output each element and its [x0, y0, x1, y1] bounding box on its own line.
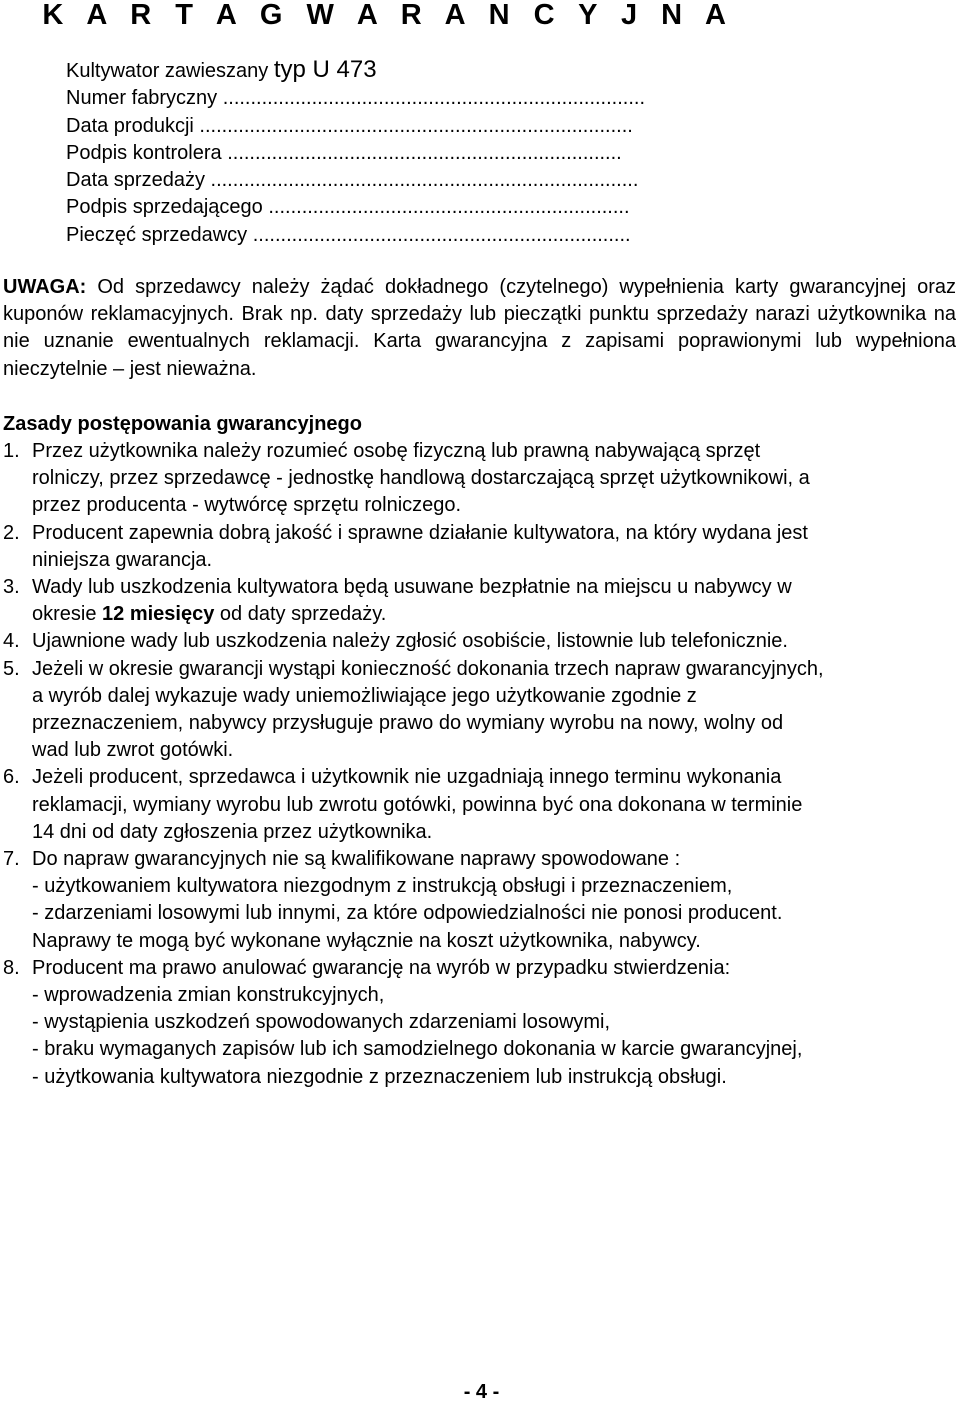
rule-number: 5.: [3, 657, 20, 680]
rule-line: przez producenta - wytwórcę sprzętu rolniczego.: [32, 494, 462, 517]
field-inspector-signature: Podpis kontrolera .......................................................................: [66, 141, 622, 164]
rule-item: [3, 628, 955, 655]
rule-item: [3, 438, 955, 520]
rule-line: - braku wymaganych zapisów lub ich samodzielnego dokonania w karcie gwarancyjnej,: [32, 1038, 803, 1061]
notice-text: Od sprzedawcy należy żądać dokładnego (czytelnego) wypełnienia karty gwarancyjnej oraz kuponów reklamacyjnych. Brak np. daty sprzedaży lub pieczątki punktu sprzedaży narazi użytkownika na nie uznanie ewentualnych reklamacji. Karta gwarancyjna z zapisami poprawionymi lub wypełniona nieczytelnie – jest nieważna.: [3, 276, 956, 380]
rule-line: Przez użytkownika należy rozumieć osobę fizyczną lub prawną nabywającą sprzęt: [32, 440, 761, 462]
rule-number: 6.: [3, 766, 20, 789]
rule-line: Do napraw gwarancyjnych nie są kwalifikowane naprawy spowodowane :: [32, 848, 681, 871]
rule-line: wad lub zwrot gotówki.: [32, 739, 234, 762]
rule-line: Producent ma prawo anulować gwarancję na wyrób w przypadku stwierdzenia:: [32, 956, 731, 979]
rule-number: 1.: [3, 440, 20, 462]
rule-line: przeznaczeniem, nabywcy przysługuje prawo do wymiany wyrobu na nowy, wolny od: [32, 712, 784, 735]
product-line: [66, 56, 645, 85]
rule-line: - użytkowaniem kultywatora niezgodnym z instrukcją obsługi i przeznaczeniem,: [32, 875, 733, 898]
rule-line: rolniczy, przez sprzedawcę - jednostkę handlową dostarczającą sprzęt użytkownikowi, a: [32, 467, 810, 490]
field-seller-stamp: Pieczęć sprzedawcy ....................................................................: [66, 223, 631, 246]
rule-line: niniejsza gwarancja.: [32, 548, 213, 571]
page-number: - 4 -: [463, 1381, 500, 1403]
rules-list: [3, 438, 955, 1091]
warranty-fields: [66, 56, 645, 249]
rules-heading: Zasady postępowania gwarancyjnego: [3, 413, 362, 435]
rule-item: [3, 846, 955, 955]
rule-line: - użytkowania kultywatora niezgodnie z przeznaczeniem lub instrukcją obsługi.: [32, 1065, 727, 1088]
field-production-date: Data produkcji ..............................................................................: [66, 114, 633, 137]
product-type: typ U 473: [273, 56, 377, 83]
rule-line: Producent zapewnia dobrą jakość i sprawne działanie kultywatora, na który wydana jest: [32, 521, 808, 544]
page-title: K A R T A G W A R A N C Y J N A: [42, 0, 734, 31]
rule-item: [3, 520, 955, 574]
rule-line: reklamacji, wymiany wyrobu lub zwrotu gotówki, powinna być ona dokonana w terminie: [32, 793, 803, 816]
rule-line: [32, 601, 955, 628]
rule-line: Jeżeli producent, sprzedawca i użytkownik nie uzgadniają innego terminu wykonania: [32, 766, 782, 789]
rule-number: 4.: [3, 630, 20, 653]
rule-line: 14 dni od daty zgłoszenia przez użytkownika.: [32, 820, 433, 843]
warranty-period: 12 miesięcy: [102, 603, 215, 626]
rule-line: a wyrób dalej wykazuje wady uniemożliwiające jego użytkowanie zgodnie z: [32, 684, 697, 707]
rule-text: okresie: [32, 603, 103, 626]
rule-line: - zdarzeniami losowymi lub innymi, za które odpowiedzialności nie ponosi producent.: [32, 902, 783, 925]
rule-line: Wady lub uszkodzenia kultywatora będą usuwane bezpłatnie na miejscu u nabywcy w: [32, 576, 792, 599]
field-seller-signature: Podpis sprzedającego .................................................................: [66, 196, 630, 219]
rule-number: 7.: [3, 848, 20, 871]
rule-line: - wprowadzenia zmian konstrukcyjnych,: [32, 984, 385, 1007]
rule-number: 2.: [3, 521, 20, 544]
rule-line: Jeżeli w okresie gwarancji wystąpi konieczność dokonania trzech napraw gwarancyjnych,: [32, 657, 824, 680]
rule-line: Ujawnione wady lub uszkodzenia należy zgłosić osobiście, listownie lub telefonicznie.: [32, 630, 788, 653]
field-sale-date: Data sprzedaży .............................................................................: [66, 169, 639, 192]
rule-number: 3.: [3, 576, 20, 599]
notice-label: UWAGA:: [3, 276, 87, 298]
field-serial-number: Numer fabryczny ............................................................................: [66, 87, 646, 110]
rule-item: [3, 574, 955, 628]
rule-number: 8.: [3, 956, 20, 979]
product-label: Kultywator zawieszany: [66, 60, 274, 82]
rule-item: [3, 764, 955, 846]
rule-item: [3, 656, 955, 765]
rule-line: - wystąpienia uszkodzeń spowodowanych zdarzeniami losowymi,: [32, 1011, 611, 1034]
rule-text: od daty sprzedaży.: [214, 603, 387, 626]
warning-notice: [3, 274, 956, 383]
rule-item: [3, 955, 955, 1091]
rule-line: Naprawy te mogą być wykonane wyłącznie na koszt użytkownika, nabywcy.: [32, 929, 701, 952]
